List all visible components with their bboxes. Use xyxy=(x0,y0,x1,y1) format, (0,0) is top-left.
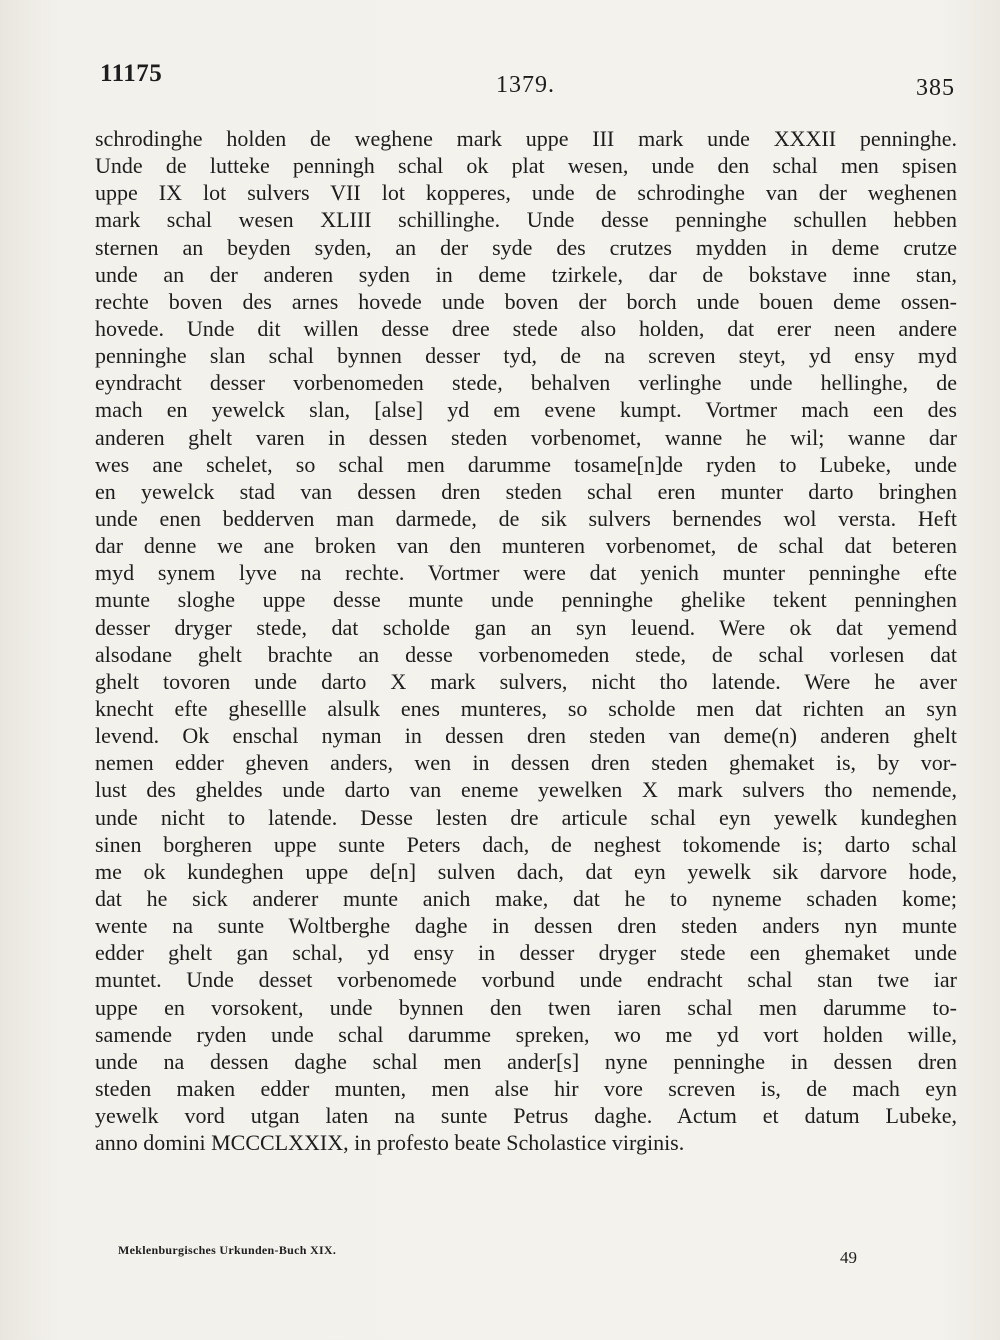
text-line: myd synem lyve na rechte. Vortmer were dat yenich munter penninghe efte xyxy=(95,560,957,586)
text-line: en yewelck stad van dessen dren steden schal eren munter darto bringhen xyxy=(95,478,957,504)
year-heading: 1379. xyxy=(496,72,555,98)
document-body-text xyxy=(95,125,957,1156)
text-line: sternen an beyden syden, an der syde des crutzes mydden in deme crutze xyxy=(95,234,957,260)
text-line: wente na sunte Woltberghe daghe in dessen dren steden anders nyn munte xyxy=(95,913,957,939)
document-number: 11175 xyxy=(100,60,163,87)
text-line: sinen borgheren uppe sunte Peters dach, de neghest tokomende is; darto schal xyxy=(95,831,957,857)
text-line: anno domini MCCCLXXIX, in profesto beate Scholastice virginis. xyxy=(95,1130,685,1156)
page-header xyxy=(100,60,955,110)
text-line: steden maken edder munten, men alse hir vore screven is, de mach eyn xyxy=(95,1075,957,1101)
text-line: unde na dessen daghe schal men ander[s] nyne penninghe in dessen dren xyxy=(95,1048,957,1074)
footer-book-title: Meklenburgisches Urkunden-Buch XIX. xyxy=(118,1243,337,1257)
text-line: levend. Ok enschal nyman in dessen dren steden van deme(n) anderen ghelt xyxy=(95,723,957,749)
text-line: mach en yewelck slan, [alse] yd em evene kumpt. Vortmer mach een des xyxy=(95,397,957,423)
text-line: dat he sick anderer munte anich make, dat he to nyneme schaden kome; xyxy=(95,885,957,911)
text-line: yewelk vord utgan laten na sunte Petrus daghe. Actum et datum Lubeke, xyxy=(95,1103,957,1129)
text-line: hovede. Unde dit willen desse dree stede also holden, dat erer neen andere xyxy=(95,315,957,341)
text-line: muntet. Unde desset vorbenomede vorbund unde endracht schal stan twe iar xyxy=(95,967,957,993)
text-line: wes ane schelet, so schal men darumme tosame[n]de ryden to Lubeke, unde xyxy=(95,451,957,477)
text-line: schrodinghe holden de weghene mark uppe III mark unde XXXII penninghe. xyxy=(95,126,957,151)
text-line: eyndracht desser vorbenomeden stede, behalven verlinghe unde hellinghe, de xyxy=(95,370,957,396)
text-line: rechte boven des arnes hovede unde boven der borch unde bouen deme ossen- xyxy=(95,288,957,314)
text-line: desser dryger stede, dat scholde gan an syn leuend. Were ok dat yemend xyxy=(95,614,957,640)
text-line: anderen ghelt varen in dessen steden vorbenomet, wanne he wil; wanne dar xyxy=(95,424,957,450)
text-line: knecht efte ghesellle alsulk enes munteres, so scholde men dat richten an syn xyxy=(95,695,957,721)
text-line: edder ghelt gan schal, yd ensy in desser dryger stede een ghemaket unde xyxy=(95,940,957,966)
text-line: mark schal wesen XLIII schillinghe. Unde desse penninghe schullen hebben xyxy=(95,207,957,233)
text-line: uppe en vorsokent, unde bynnen den twen iaren schal men darumme to- xyxy=(95,994,957,1020)
text-line: munte sloghe uppe desse munte unde penninghe ghelike tekent penninghen xyxy=(95,587,957,613)
text-line: ghelt tovoren unde darto X mark sulvers, nicht tho latende. Were he aver xyxy=(95,668,957,694)
page-number: 385 xyxy=(916,75,955,101)
text-line: uppe IX lot sulvers VII lot kopperes, unde de schrodinghe van der weghenen xyxy=(95,180,957,206)
text-line: lust des gheldes unde darto van eneme yewelken X mark sulvers tho nemende, xyxy=(95,777,957,803)
text-line: Unde de lutteke penningh schal ok plat wesen, unde den schal men spisen xyxy=(95,153,957,179)
text-line: samende ryden unde schal darumme spreken, wo me yd vort holden wille, xyxy=(95,1021,957,1047)
text-line: dar denne we ane broken van den munteren vorbenomet, de schal dat beteren xyxy=(95,533,957,559)
text-line: unde enen bedderven man darmede, de sik sulvers bernendes wol versta. Heft xyxy=(95,505,957,531)
text-line: me ok kundeghen uppe de[n] sulven dach, dat eyn yewelk sik darvore hode, xyxy=(95,858,957,884)
text-line: alsodane ghelt brachte an desse vorbenomeden stede, de schal vorlesen dat xyxy=(95,641,957,667)
text-line: unde an der anderen syden in deme tzirkele, dar de bokstave inne stan, xyxy=(95,261,957,287)
signature-mark: 49 xyxy=(840,1248,857,1267)
text-line: penninghe slan schal bynnen desser tyd, de na screven steyt, yd ensy myd xyxy=(95,343,957,369)
text-line: nemen edder gheven anders, wen in dessen dren steden ghemaket is, by vor- xyxy=(95,750,957,776)
text-line: unde nicht to latende. Desse lesten dre articule schal eyn yewelk kundeghen xyxy=(95,804,957,830)
